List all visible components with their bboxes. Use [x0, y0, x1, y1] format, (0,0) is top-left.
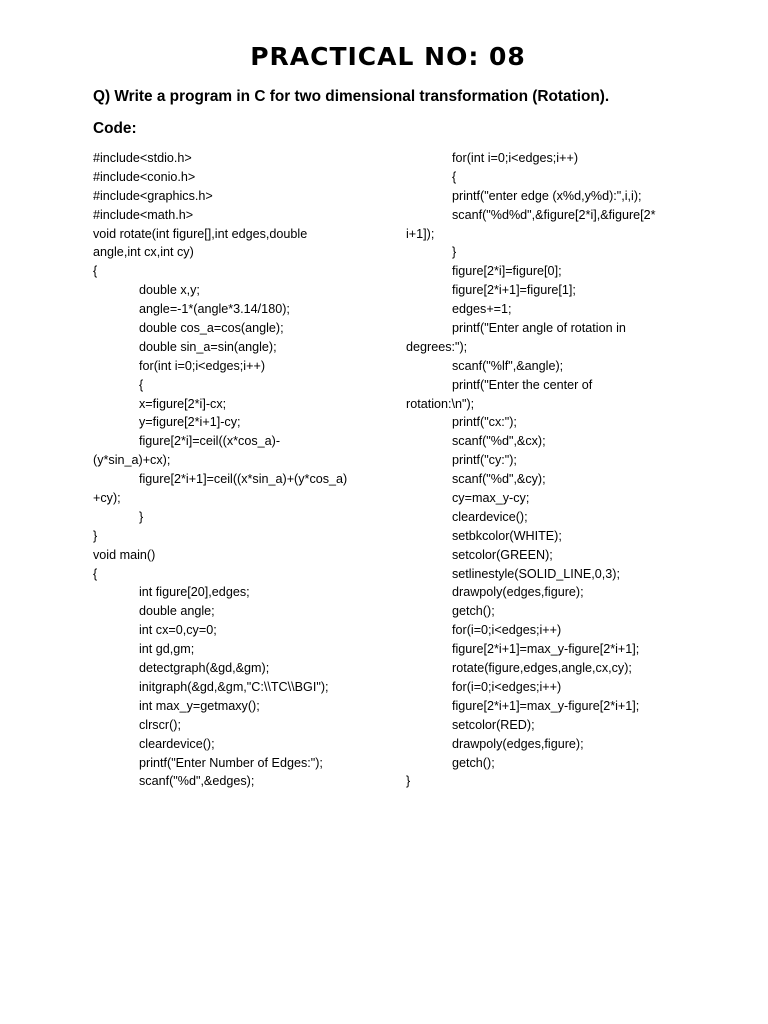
code-line: figure[2*i+1]=figure[1]; [452, 283, 576, 298]
code-column-left [93, 149, 373, 791]
code-line: setbkcolor(WHITE); [452, 528, 562, 543]
code-line: degrees:"); [406, 339, 468, 354]
code-line: { [139, 377, 144, 392]
code-line: double x,y; [139, 283, 200, 298]
code-line: printf("cy:"); [452, 453, 517, 468]
code-line: } [406, 774, 411, 789]
code-line: angle,int cx,int cy) [93, 245, 194, 260]
code-line: for(i=0;i<edges;i++) [452, 679, 562, 694]
code-line: cy=max_y-cy; [452, 491, 530, 506]
code-line: void main() [93, 547, 156, 562]
code-line: i+1]); [406, 226, 435, 241]
code-line: scanf("%d",&cx); [452, 434, 546, 449]
code-line: cleardevice(); [139, 736, 215, 751]
code-line: { [93, 566, 98, 581]
code-line: (y*sin_a)+cx); [93, 453, 171, 468]
code-line: double angle; [139, 604, 215, 619]
code-line: drawpoly(edges,figure); [452, 585, 584, 600]
code-line: figure[2*i]=ceil((x*cos_a)- [139, 434, 281, 449]
code-line: initgraph(&gd,&gm,"C:\\TC\\BGI"); [139, 679, 329, 694]
code-line: getch(); [452, 755, 495, 770]
code-line: printf("Enter the center of [452, 377, 593, 392]
code-line: printf("Enter angle of rotation in [452, 321, 626, 336]
code-line: y=figure[2*i+1]-cy; [139, 415, 241, 430]
code-line: rotate(figure,edges,angle,cx,cy); [452, 661, 632, 676]
code-line: } [452, 245, 457, 260]
code-line: rotation:\n"); [406, 396, 475, 411]
code-line: figure[2*i+1]=max_y-figure[2*i+1]; [452, 698, 640, 713]
code-line: scanf("%d%d",&figure[2*i],&figure[2* [452, 207, 656, 222]
code-line: +cy); [93, 491, 121, 506]
code-line: { [93, 264, 98, 279]
code-line: figure[2*i+1]=ceil((x*sin_a)+(y*cos_a) [139, 472, 348, 487]
code-line: printf("enter edge (x%d,y%d):",i,i); [452, 188, 642, 203]
code-heading: Code: [93, 120, 137, 137]
question-text: Q) Write a program in C for two dimensional transformation (Rotation). [93, 88, 610, 105]
code-line: double sin_a=sin(angle); [139, 339, 277, 354]
code-line: figure[2*i+1]=max_y-figure[2*i+1]; [452, 642, 640, 657]
code-line: scanf("%d",&edges); [139, 774, 255, 789]
code-line: detectgraph(&gd,&gm); [139, 661, 270, 676]
code-line: cleardevice(); [452, 509, 528, 524]
code-line: scanf("%d",&cy); [452, 472, 546, 487]
code-line: drawpoly(edges,figure); [452, 736, 584, 751]
code-line: edges+=1; [452, 302, 512, 317]
code-line: { [452, 169, 457, 184]
code-line: } [139, 509, 144, 524]
code-line: for(i=0;i<edges;i++) [452, 623, 562, 638]
code-line: x=figure[2*i]-cx; [139, 396, 227, 411]
code-line: int cx=0,cy=0; [139, 623, 217, 638]
code-line: int max_y=getmaxy(); [139, 698, 260, 713]
code-line: angle=-1*(angle*3.14/180); [139, 302, 290, 317]
code-line: setcolor(RED); [452, 717, 535, 732]
code-line: #include<stdio.h> [93, 151, 192, 165]
code-line: setcolor(GREEN); [452, 547, 553, 562]
code-line: for(int i=0;i<edges;i++) [452, 151, 579, 165]
code-line: printf("cx:"); [452, 415, 517, 430]
code-line: int figure[20],edges; [139, 585, 250, 600]
code-line: figure[2*i]=figure[0]; [452, 264, 562, 279]
code-line: void rotate(int figure[],int edges,double [93, 226, 308, 241]
page-title: PRACTICAL NO: 08 [250, 42, 526, 71]
code-line: getch(); [452, 604, 495, 619]
code-line: scanf("%lf",&angle); [452, 358, 564, 373]
code-line: double cos_a=cos(angle); [139, 321, 284, 336]
code-line: #include<math.h> [93, 207, 194, 222]
code-line: #include<graphics.h> [93, 188, 213, 203]
code-line: printf("Enter Number of Edges:"); [139, 755, 323, 770]
code-line: int gd,gm; [139, 642, 195, 657]
code-line: } [93, 528, 98, 543]
code-line: #include<conio.h> [93, 169, 196, 184]
code-line: setlinestyle(SOLID_LINE,0,3); [452, 566, 620, 581]
code-line: for(int i=0;i<edges;i++) [139, 358, 266, 373]
code-column-right [406, 149, 676, 791]
code-line: clrscr(); [139, 717, 181, 732]
